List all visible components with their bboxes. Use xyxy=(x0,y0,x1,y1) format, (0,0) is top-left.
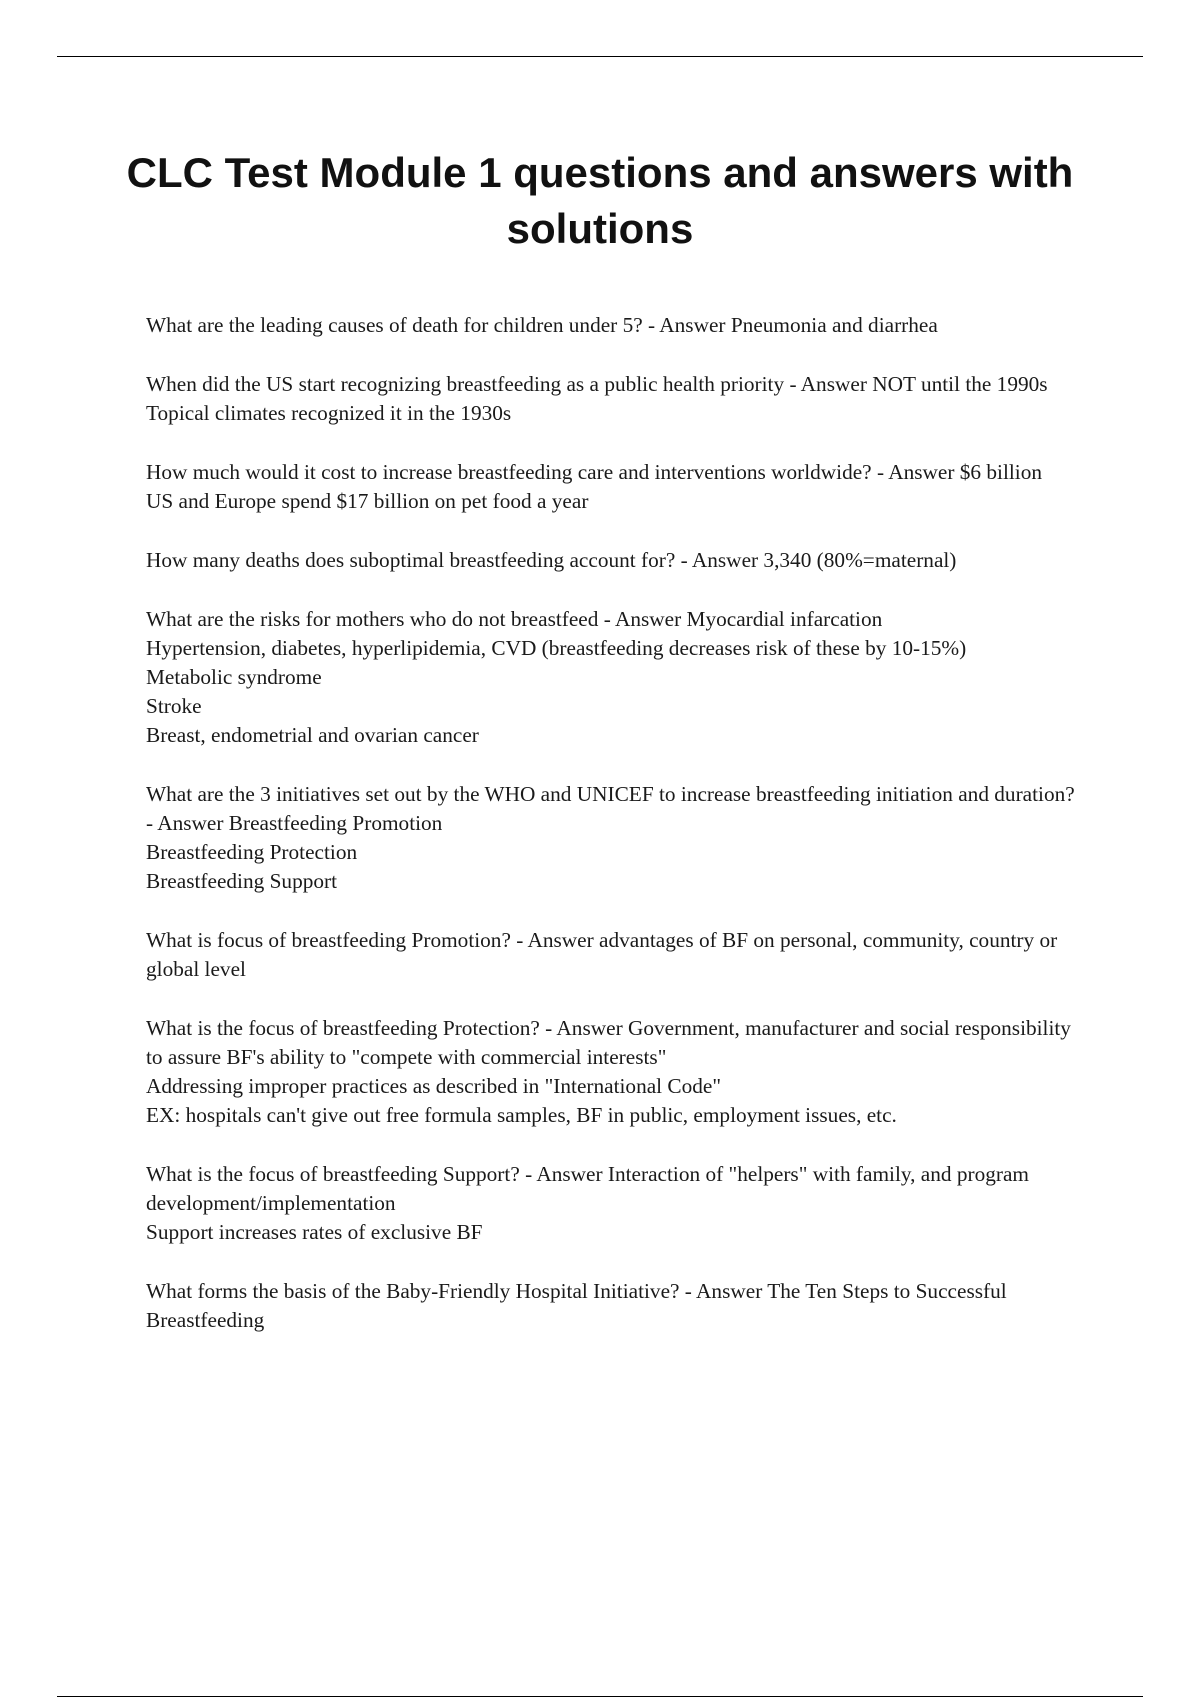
qa-list xyxy=(146,311,1086,1365)
qa-line: Support increases rates of exclusive BF xyxy=(146,1220,483,1244)
qa-line: What are the risks for mothers who do not breastfeed - Answer Myocardial infarcation xyxy=(146,607,883,631)
top-rule xyxy=(57,56,1143,57)
qa-item xyxy=(146,311,1086,340)
qa-line: Breastfeeding Protection xyxy=(146,840,358,864)
qa-line: Stroke xyxy=(146,694,202,718)
qa-line: Hypertension, diabetes, hyperlipidemia, CVD (breastfeeding decreases risk of these by 10-15%) xyxy=(146,636,967,660)
qa-item xyxy=(146,1160,1086,1247)
qa-line: How many deaths does suboptimal breastfeeding account for? - Answer 3,340 (80%=maternal) xyxy=(146,548,957,572)
qa-line: Topical climates recognized it in the 1930s xyxy=(146,401,512,425)
document-title: CLC Test Module 1 questions and answers with solutions xyxy=(126,149,1074,252)
qa-line: How much would it cost to increase breastfeeding care and interventions worldwide? - Answer $6 billion xyxy=(146,460,1042,484)
qa-line: What is focus of breastfeeding Promotion? - Answer advantages of BF on personal, community, country or global level xyxy=(146,928,1058,981)
qa-line: Metabolic syndrome xyxy=(146,665,322,689)
qa-line: US and Europe spend $17 billion on pet food a year xyxy=(146,489,589,513)
bottom-rule xyxy=(57,1696,1143,1697)
qa-line: Addressing improper practices as described in "International Code" xyxy=(146,1074,722,1098)
qa-item xyxy=(146,780,1086,896)
qa-line: EX: hospitals can't give out free formula samples, BF in public, employment issues, etc. xyxy=(146,1103,897,1127)
qa-item xyxy=(146,458,1086,516)
qa-line: What is the focus of breastfeeding Support? - Answer Interaction of "helpers" with family, and program development/implementation xyxy=(146,1162,1029,1215)
qa-item xyxy=(146,605,1086,750)
qa-item xyxy=(146,370,1086,428)
qa-item xyxy=(146,546,1086,575)
qa-item xyxy=(146,926,1086,984)
qa-line: What forms the basis of the Baby-Friendly Hospital Initiative? - Answer The Ten Steps to Successful Breastfeeding xyxy=(146,1279,1007,1332)
qa-line: What is the focus of breastfeeding Protection? - Answer Government, manufacturer and social responsibility to assure BF's ability to "compete with commercial interests" xyxy=(146,1016,1071,1069)
qa-line: What are the 3 initiatives set out by the WHO and UNICEF to increase breastfeeding initiation and duration? - Answer Breastfeeding Promotion xyxy=(146,782,1075,835)
qa-line: Breast, endometrial and ovarian cancer xyxy=(146,723,479,747)
qa-item xyxy=(146,1277,1086,1335)
qa-line: What are the leading causes of death for children under 5? - Answer Pneumonia and diarrhea xyxy=(146,313,938,337)
qa-line: When did the US start recognizing breastfeeding as a public health priority - Answer NOT until the 1990s xyxy=(146,372,1048,396)
qa-item xyxy=(146,1014,1086,1130)
qa-line: Breastfeeding Support xyxy=(146,869,338,893)
